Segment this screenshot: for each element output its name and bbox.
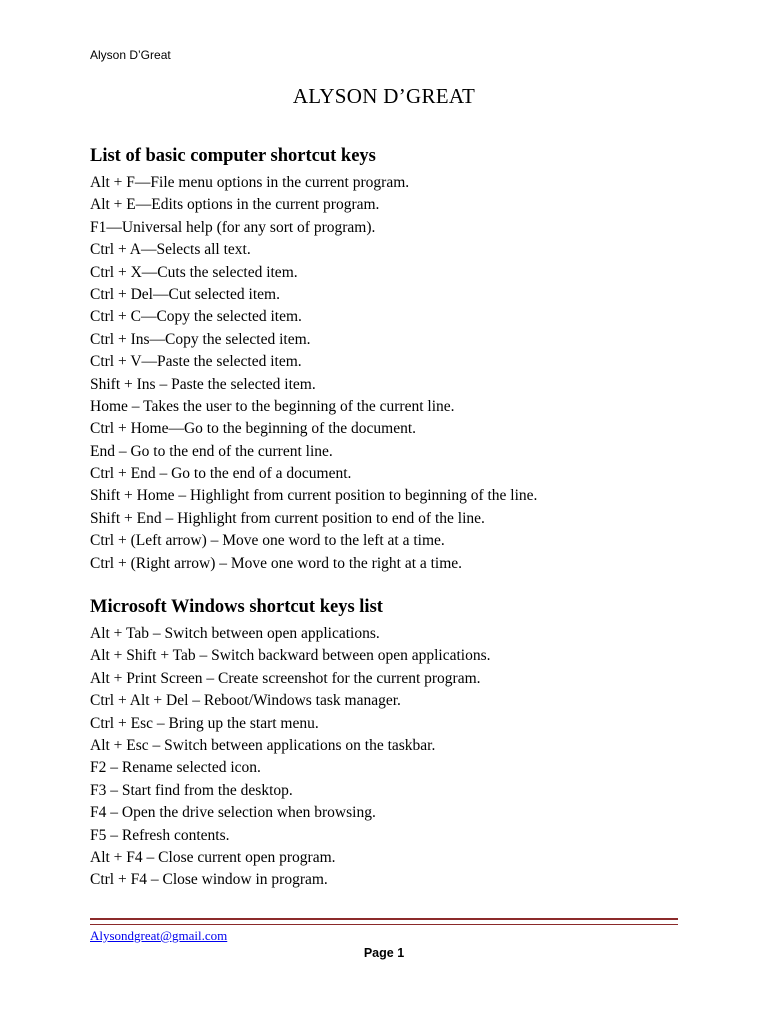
page-header-author: Alyson D’Great xyxy=(90,48,171,62)
shortcut-item: F1—Universal help (for any sort of program). xyxy=(90,218,376,236)
basic-shortcut-list xyxy=(90,172,710,575)
shortcut-item: Ctrl + F4 – Close window in program. xyxy=(90,871,328,889)
footer-email-link[interactable]: Alysondgreat@gmail.com xyxy=(90,928,228,943)
windows-shortcuts-section xyxy=(90,595,710,892)
shortcut-item: Home – Takes the user to the beginning of the current line. xyxy=(90,397,455,415)
shortcut-item: Ctrl + C—Copy the selected item. xyxy=(90,308,302,326)
shortcut-item: Shift + End – Highlight from current position to end of the line. xyxy=(90,509,485,527)
shortcut-item: Ctrl + End – Go to the end of a document. xyxy=(90,465,352,483)
shortcut-item: F5 – Refresh contents. xyxy=(90,826,230,844)
footer-divider xyxy=(90,918,678,925)
shortcut-item: Shift + Ins – Paste the selected item. xyxy=(90,375,316,393)
windows-shortcut-list xyxy=(90,623,710,892)
shortcut-item: Alt + F4 – Close current open program. xyxy=(90,848,336,866)
shortcut-item: Ctrl + Alt + Del – Reboot/Windows task manager. xyxy=(90,692,401,710)
shortcut-item: Ctrl + V—Paste the selected item. xyxy=(90,353,302,371)
basic-shortcuts-section xyxy=(90,144,710,575)
document-title: ALYSON D’GREAT xyxy=(292,84,476,108)
shortcut-item: F4 – Open the drive selection when browsing. xyxy=(90,804,376,822)
section-heading-windows: Microsoft Windows shortcut keys list xyxy=(90,597,383,617)
shortcut-item: Alt + Esc – Switch between applications on the taskbar. xyxy=(90,736,436,754)
shortcut-item: Alt + F—File menu options in the current program. xyxy=(90,174,410,191)
shortcut-item: Ctrl + Esc – Bring up the start menu. xyxy=(90,714,319,732)
shortcut-item: Alt + E—Edits options in the current program. xyxy=(90,196,380,214)
shortcut-item: Ctrl + A—Selects all text. xyxy=(90,241,251,259)
shortcut-item: Ctrl + Ins—Copy the selected item. xyxy=(90,330,311,348)
shortcut-item: End – Go to the end of the current line. xyxy=(90,442,333,460)
shortcut-item: Ctrl + (Left arrow) – Move one word to the left at a time. xyxy=(90,532,445,550)
shortcut-item: Alt + Tab – Switch between open applications. xyxy=(90,625,380,642)
shortcut-item: Ctrl + (Right arrow) – Move one word to the right at a time. xyxy=(90,554,463,572)
shortcut-item: Shift + Home – Highlight from current position to beginning of the line. xyxy=(90,487,538,505)
page-number: Page 1 xyxy=(363,946,405,960)
shortcut-item: F2 – Rename selected icon. xyxy=(90,759,261,777)
shortcut-item: Ctrl + Del—Cut selected item. xyxy=(90,285,280,303)
section-heading-basic: List of basic computer shortcut keys xyxy=(90,146,376,166)
shortcut-item: Alt + Shift + Tab – Switch backward between open applications. xyxy=(90,647,491,665)
shortcut-item: F3 – Start find from the desktop. xyxy=(90,781,293,799)
shortcut-item: Ctrl + X—Cuts the selected item. xyxy=(90,263,298,281)
shortcut-item: Alt + Print Screen – Create screenshot for the current program. xyxy=(90,669,481,687)
shortcut-item: Ctrl + Home—Go to the beginning of the document. xyxy=(90,420,417,438)
